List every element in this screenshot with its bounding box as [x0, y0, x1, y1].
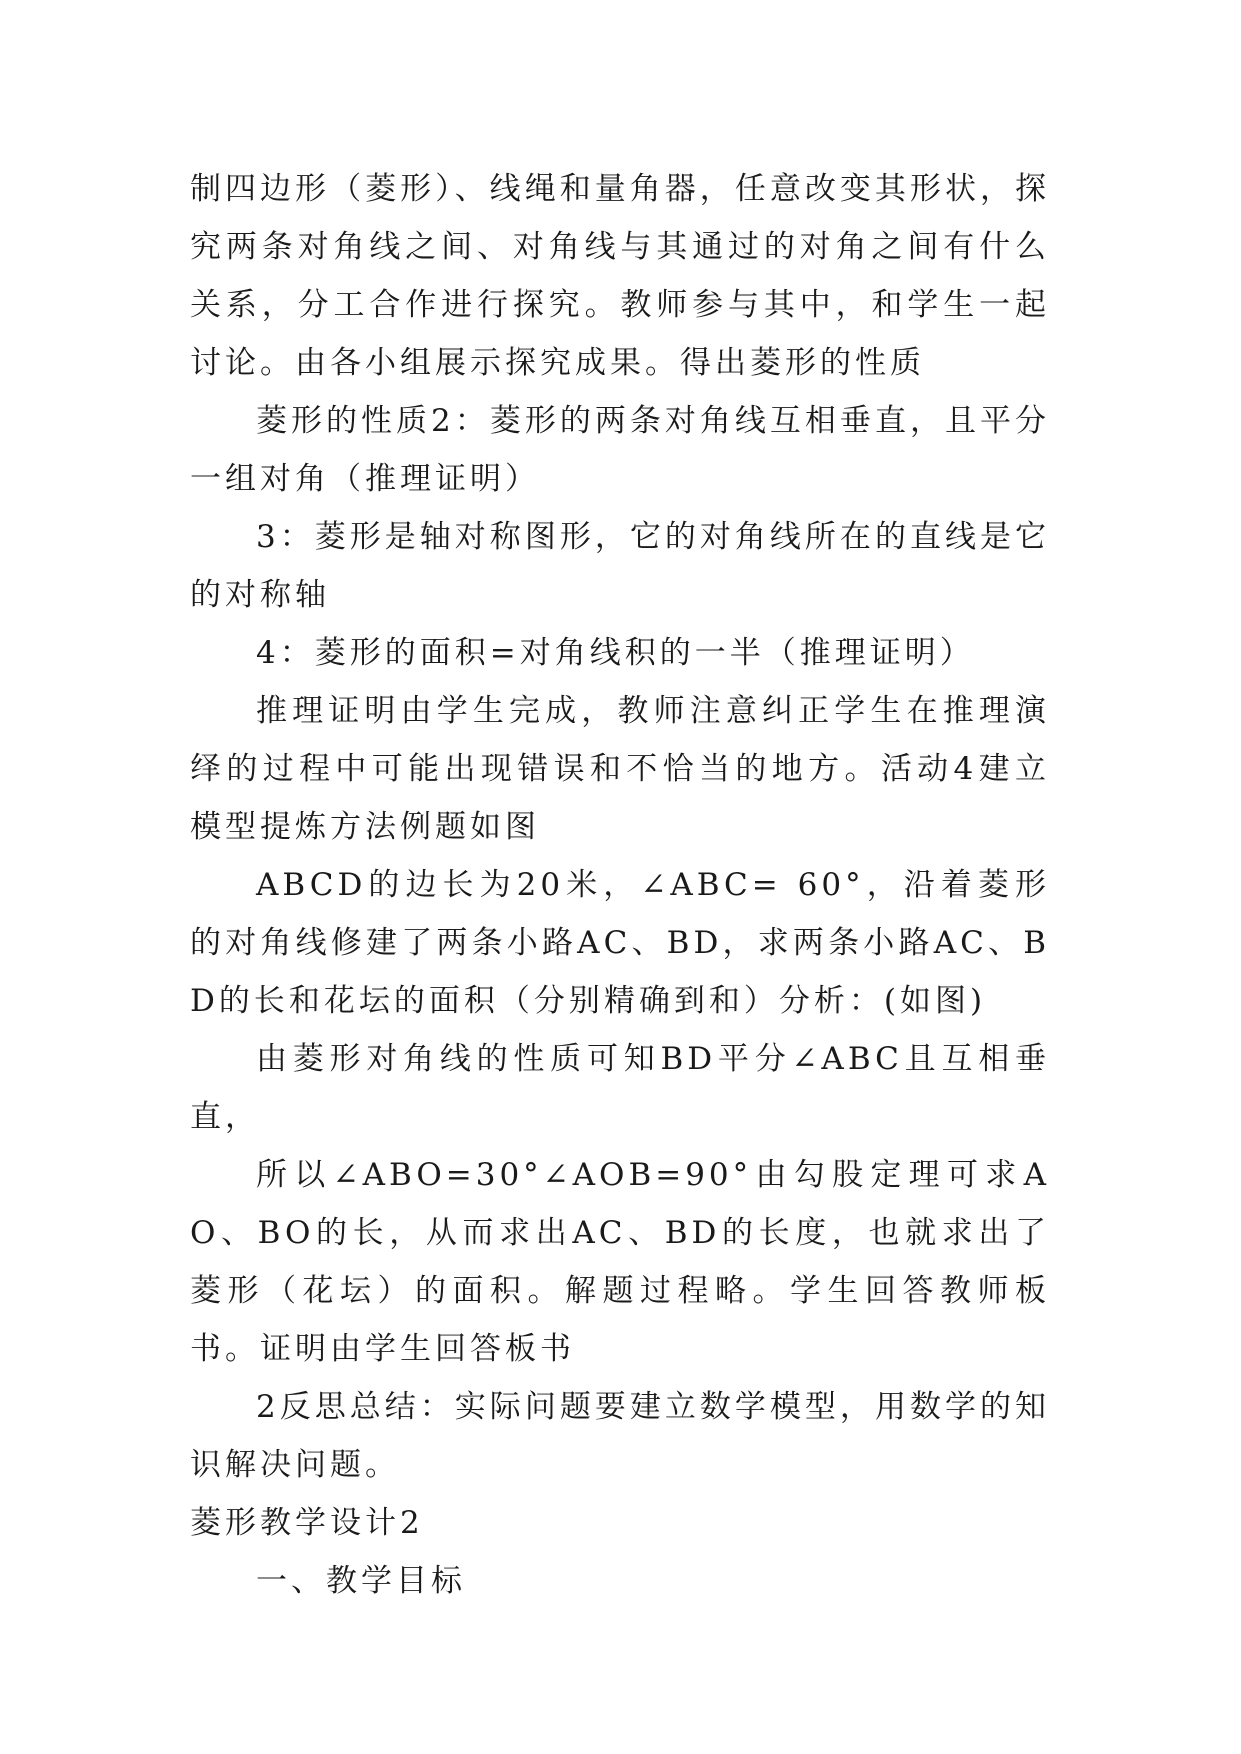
document-page — [190, 160, 1050, 1610]
paragraph-8: 所以∠ABO=30°∠AOB=90°由勾股定理可求AO、BO的长，从而求出AC、BD的长度，也就求出了菱形（花坛）的面积。解题过程略。学生回答教师板书。证明由学生回答板书 — [190, 1157, 1050, 1367]
paragraph-2: 菱形的性质2：菱形的两条对角线互相垂直，且平分一组对角（推理证明） — [190, 403, 1050, 497]
section-title: 菱形教学设计2 — [190, 1505, 424, 1541]
paragraph-4: 4：菱形的面积=对角线积的一半（推理证明） — [256, 635, 975, 671]
paragraph-5: 推理证明由学生完成，教师注意纠正学生在推理演绎的过程中可能出现错误和不恰当的地方。活动4建立模型提炼方法例题如图 — [190, 693, 1050, 845]
paragraph-6: ABCD的边长为20米，∠ABC= 60°，沿着菱形的对角线修建了两条小路AC、BD，求两条小路AC、BD的长和花坛的面积（分别精确到和）分析：(如图) — [190, 867, 1050, 1019]
paragraph-7: 由菱形对角线的性质可知BD平分∠ABC且互相垂直， — [190, 1041, 1050, 1135]
paragraph-1: 制四边形（菱形）、线绳和量角器，任意改变其形状，探究两条对角线之间、对角线与其通过的对角之间有什么关系，分工合作进行探究。教师参与其中，和学生一起讨论。由各小组展示探究成果。得出菱形的性质 — [190, 171, 1050, 381]
paragraph-9: 2反思总结：实际问题要建立数学模型，用数学的知识解决问题。 — [190, 1389, 1050, 1483]
paragraph-3: 3：菱形是轴对称图形，它的对角线所在的直线是它的对称轴 — [190, 519, 1050, 613]
sub-title: 一、教学目标 — [256, 1563, 466, 1599]
